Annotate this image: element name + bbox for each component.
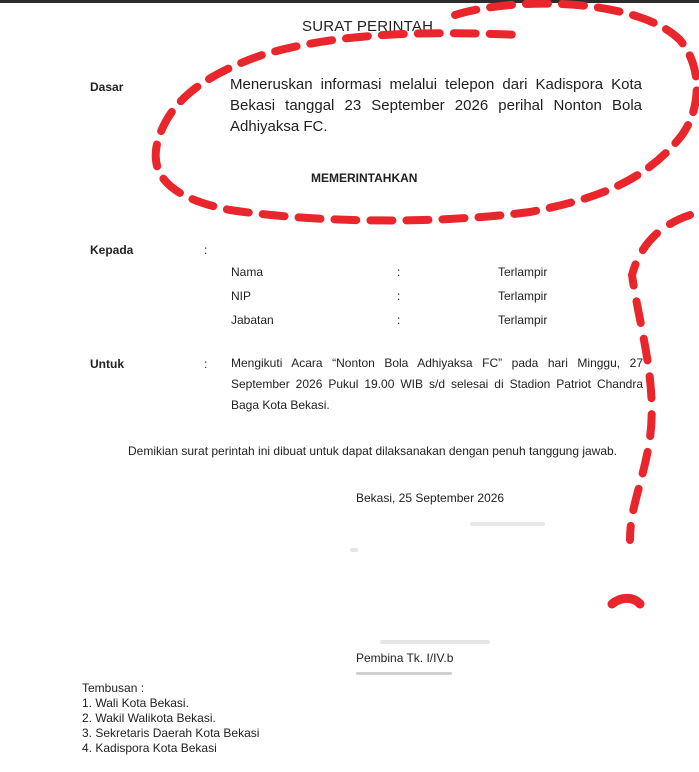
field-nama-label: Nama [231,265,264,279]
cc-item: 2. Wakil Walikota Bekasi. [82,711,216,725]
field-nip-value: Terlampir [498,289,548,303]
signatory-rank: Pembina Tk. I/IV.b [356,651,454,665]
field-jabatan-colon: : [397,313,401,327]
closing-sentence: Demikian surat perintah ini dibuat untuk dapat dilaksanakan dengan penuh tanggung jawab. [128,444,618,458]
untuk-text: Mengikuti Acara “Nonton Bola Adhiyaksa FC” pada hari Minggu, 27 September 2026 Pukul 19.00 WIB s/d selesai di Stadion Patriot Chandra Baga Kota Bekasi. [231,356,643,412]
field-nip-colon: : [397,289,401,303]
field-nama-value: Terlampir [498,265,548,279]
cc-item: 1. Wali Kota Bekasi. [82,696,189,710]
order-heading: MEMERINTAHKAN [311,171,418,185]
field-nip-label: NIP [231,289,252,303]
untuk-label: Untuk [90,357,124,371]
field-jabatan-label: Jabatan [231,313,274,327]
dashed-arrow-annotation [630,215,690,540]
place-date: Bekasi, 25 September 2026 [356,491,505,505]
cc-item: 3. Sekretaris Daerah Kota Bekasi [82,726,260,740]
field-nama-colon: : [397,265,401,279]
kepada-colon: : [204,243,208,257]
kepada-label: Kepada [90,243,134,257]
cc-item: 4. Kadispora Kota Bekasi [82,741,217,755]
field-jabatan-value: Terlampir [498,313,548,327]
arrow-tip-annotation [612,598,640,604]
document-title: SURAT PERINTAH [302,18,434,35]
cc-heading: Tembusan : [82,681,145,695]
untuk-colon: : [204,357,208,371]
dasar-label: Dasar [90,80,124,94]
dashed-ellipse-annotation [156,4,697,221]
dasar-text: Meneruskan informasi melalui telepon dari Kadispora Kota Bekasi tanggal 23 September 2026 perihal Nonton Bola Adhiyaksa FC. [230,76,642,135]
